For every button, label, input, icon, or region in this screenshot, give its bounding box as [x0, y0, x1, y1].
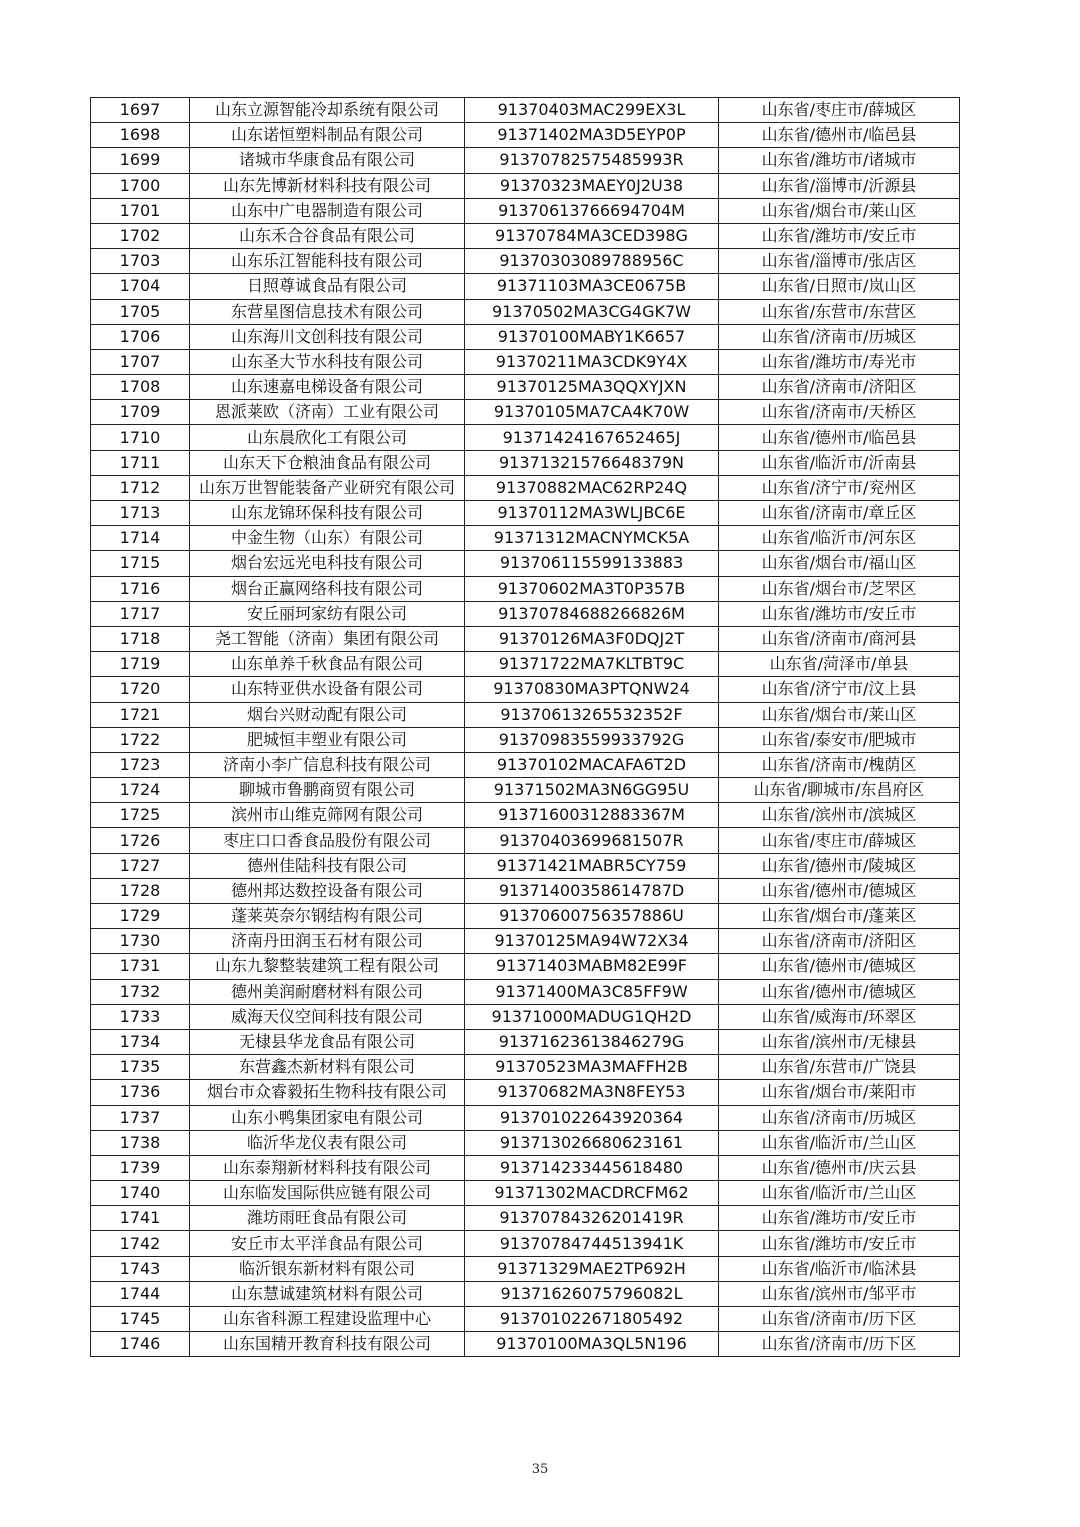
company-name-cell: 山东国精开教育科技有限公司 — [190, 1332, 465, 1357]
company-name-cell: 山东先博新材料科技有限公司 — [190, 173, 465, 198]
company-name-cell: 山东海川文创科技有限公司 — [190, 324, 465, 349]
region-cell: 山东省/德州市/临邑县 — [719, 425, 960, 450]
row-number-cell: 1728 — [91, 878, 190, 903]
row-number-cell: 1734 — [91, 1029, 190, 1054]
region-cell: 山东省/济南市/历下区 — [719, 1332, 960, 1357]
company-name-cell: 山东速嘉电梯设备有限公司 — [190, 375, 465, 400]
credit-code-cell: 91370682MA3N8FEY53 — [465, 1080, 719, 1105]
credit-code-cell: 91370784326201419R — [465, 1206, 719, 1231]
region-cell: 山东省/济南市/章丘区 — [719, 501, 960, 526]
company-registry-table — [90, 97, 960, 1357]
row-number-cell: 1726 — [91, 828, 190, 853]
credit-code-cell: 91370112MA3WLJBC6E — [465, 501, 719, 526]
table-row — [91, 450, 960, 475]
row-number-cell: 1732 — [91, 979, 190, 1004]
region-cell: 山东省/德州市/德城区 — [719, 954, 960, 979]
table-row — [91, 98, 960, 123]
region-cell: 山东省/德州市/临邑县 — [719, 123, 960, 148]
credit-code-cell: 913701022671805492 — [465, 1307, 719, 1332]
table-row — [91, 375, 960, 400]
table-row — [91, 299, 960, 324]
credit-code-cell: 91370784MA3CED398G — [465, 223, 719, 248]
credit-code-cell: 91370784744513941K — [465, 1231, 719, 1256]
credit-code-cell: 91371402MA3D5EYP0P — [465, 123, 719, 148]
region-cell: 山东省/德州市/庆云县 — [719, 1155, 960, 1180]
credit-code-cell: 91370830MA3PTQNW24 — [465, 677, 719, 702]
company-name-cell: 烟台兴财动配有限公司 — [190, 702, 465, 727]
row-number-cell: 1709 — [91, 400, 190, 425]
credit-code-cell: 91370303089788956C — [465, 249, 719, 274]
row-number-cell: 1707 — [91, 349, 190, 374]
region-cell: 山东省/济南市/天桥区 — [719, 400, 960, 425]
row-number-cell: 1733 — [91, 1004, 190, 1029]
region-cell: 山东省/济南市/历下区 — [719, 1307, 960, 1332]
credit-code-cell: 91371403MABM82E99F — [465, 954, 719, 979]
table-row — [91, 652, 960, 677]
row-number-cell: 1746 — [91, 1332, 190, 1357]
company-name-cell: 山东泰翔新材料科技有限公司 — [190, 1155, 465, 1180]
region-cell: 山东省/烟台市/莱山区 — [719, 198, 960, 223]
region-cell: 山东省/滨州市/滨城区 — [719, 803, 960, 828]
row-number-cell: 1739 — [91, 1155, 190, 1180]
credit-code-cell: 91370211MA3CDK9Y4X — [465, 349, 719, 374]
row-number-cell: 1720 — [91, 677, 190, 702]
credit-code-cell: 91371103MA3CE0675B — [465, 274, 719, 299]
company-name-cell: 安丘丽珂家纺有限公司 — [190, 601, 465, 626]
row-number-cell: 1717 — [91, 601, 190, 626]
table-row — [91, 727, 960, 752]
company-name-cell: 德州佳陆科技有限公司 — [190, 853, 465, 878]
table-row — [91, 929, 960, 954]
region-cell: 山东省/济南市/历城区 — [719, 1105, 960, 1130]
credit-code-cell: 91370102MACAFA6T2D — [465, 752, 719, 777]
table-row — [91, 1130, 960, 1155]
credit-code-cell: 91371321576648379N — [465, 450, 719, 475]
company-name-cell: 威海天仪空间科技有限公司 — [190, 1004, 465, 1029]
company-name-cell: 无棣县华龙食品有限公司 — [190, 1029, 465, 1054]
company-name-cell: 山东慧诚建筑材料有限公司 — [190, 1281, 465, 1306]
row-number-cell: 1708 — [91, 375, 190, 400]
company-name-cell: 肥城恒丰塑业有限公司 — [190, 727, 465, 752]
region-cell: 山东省/聊城市/东昌府区 — [719, 778, 960, 803]
table-row — [91, 349, 960, 374]
region-cell: 山东省/烟台市/芝罘区 — [719, 576, 960, 601]
company-name-cell: 山东临发国际供应链有限公司 — [190, 1181, 465, 1206]
table-row — [91, 1055, 960, 1080]
credit-code-cell: 91370613265532352F — [465, 702, 719, 727]
region-cell: 山东省/临沂市/临沭县 — [719, 1256, 960, 1281]
company-name-cell: 济南丹田润玉石材有限公司 — [190, 929, 465, 954]
row-number-cell: 1730 — [91, 929, 190, 954]
region-cell: 山东省/潍坊市/安丘市 — [719, 223, 960, 248]
region-cell: 山东省/临沂市/河东区 — [719, 526, 960, 551]
company-name-cell: 山东圣大节水科技有限公司 — [190, 349, 465, 374]
region-cell: 山东省/德州市/德城区 — [719, 979, 960, 1004]
row-number-cell: 1724 — [91, 778, 190, 803]
credit-code-cell: 91370403699681507R — [465, 828, 719, 853]
row-number-cell: 1737 — [91, 1105, 190, 1130]
credit-code-cell: 91371000MADUG1QH2D — [465, 1004, 719, 1029]
table-row — [91, 677, 960, 702]
table-row — [91, 425, 960, 450]
credit-code-cell: 91371302MACDRCFM62 — [465, 1181, 719, 1206]
region-cell: 山东省/临沂市/兰山区 — [719, 1130, 960, 1155]
company-name-cell: 东营鑫杰新材料有限公司 — [190, 1055, 465, 1080]
region-cell: 山东省/德州市/德城区 — [719, 878, 960, 903]
region-cell: 山东省/泰安市/肥城市 — [719, 727, 960, 752]
table-row — [91, 878, 960, 903]
credit-code-cell: 91370105MA7CA4K70W — [465, 400, 719, 425]
company-name-cell: 山东天下仓粮油食品有限公司 — [190, 450, 465, 475]
region-cell: 山东省/潍坊市/诸城市 — [719, 148, 960, 173]
table-row — [91, 249, 960, 274]
company-name-cell: 蓬莱英奈尔钢结构有限公司 — [190, 904, 465, 929]
credit-code-cell: 91370600756357886U — [465, 904, 719, 929]
company-name-cell: 山东中广电器制造有限公司 — [190, 198, 465, 223]
credit-code-cell: 91370502MA3CG4GK7W — [465, 299, 719, 324]
row-number-cell: 1698 — [91, 123, 190, 148]
region-cell: 山东省/潍坊市/寿光市 — [719, 349, 960, 374]
table-row — [91, 828, 960, 853]
row-number-cell: 1723 — [91, 752, 190, 777]
table-row — [91, 274, 960, 299]
company-name-cell: 烟台市众睿毅拓生物科技有限公司 — [190, 1080, 465, 1105]
table-row — [91, 853, 960, 878]
company-name-cell: 中金生物（山东）有限公司 — [190, 526, 465, 551]
region-cell: 山东省/枣庄市/薛城区 — [719, 828, 960, 853]
table-row — [91, 626, 960, 651]
credit-code-cell: 91370611559913388З — [465, 551, 719, 576]
company-name-cell: 枣庄口口香食品股份有限公司 — [190, 828, 465, 853]
region-cell: 山东省/临沂市/兰山区 — [719, 1181, 960, 1206]
region-cell: 山东省/烟台市/福山区 — [719, 551, 960, 576]
row-number-cell: 1705 — [91, 299, 190, 324]
row-number-cell: 1701 — [91, 198, 190, 223]
region-cell: 山东省/济南市/济阳区 — [719, 929, 960, 954]
row-number-cell: 1741 — [91, 1206, 190, 1231]
region-cell: 山东省/济南市/商河县 — [719, 626, 960, 651]
company-name-cell: 山东特亚供水设备有限公司 — [190, 677, 465, 702]
table-row — [91, 324, 960, 349]
credit-code-cell: 91370602MA3T0P357B — [465, 576, 719, 601]
credit-code-cell: 91370125MA3QQXYJXN — [465, 375, 719, 400]
credit-code-cell: 91371421MABR5CY759 — [465, 853, 719, 878]
table-row — [91, 702, 960, 727]
table-row — [91, 803, 960, 828]
row-number-cell: 1697 — [91, 98, 190, 123]
credit-code-cell: 91371424167652465J — [465, 425, 719, 450]
region-cell: 山东省/烟台市/莱山区 — [719, 702, 960, 727]
credit-code-cell: 91370882MAC62RP24Q — [465, 475, 719, 500]
credit-code-cell: 91371312MACNYMCK5A — [465, 526, 719, 551]
row-number-cell: 1718 — [91, 626, 190, 651]
credit-code-cell: 91371626075796082L — [465, 1281, 719, 1306]
company-name-cell: 山东单养千秋食品有限公司 — [190, 652, 465, 677]
row-number-cell: 1704 — [91, 274, 190, 299]
credit-code-cell: 91371623613846279G — [465, 1029, 719, 1054]
company-name-cell: 临沂银东新材料有限公司 — [190, 1256, 465, 1281]
company-name-cell: 济南小李广信息科技有限公司 — [190, 752, 465, 777]
credit-code-cell: 91370613766694704M — [465, 198, 719, 223]
credit-code-cell: 91371400358614787D — [465, 878, 719, 903]
row-number-cell: 1721 — [91, 702, 190, 727]
credit-code-cell: 91370126MA3F0DQJ2T — [465, 626, 719, 651]
credit-code-cell: 91371329MAE2TP692H — [465, 1256, 719, 1281]
credit-code-cell: 913701022643920364 — [465, 1105, 719, 1130]
row-number-cell: 1744 — [91, 1281, 190, 1306]
company-name-cell: 山东九黎整装建筑工程有限公司 — [190, 954, 465, 979]
company-name-cell: 日照尊诚食品有限公司 — [190, 274, 465, 299]
table-row — [91, 1206, 960, 1231]
table-row — [91, 173, 960, 198]
table-row — [91, 198, 960, 223]
company-name-cell: 山东万世智能装备产业研究有限公司 — [190, 475, 465, 500]
company-name-cell: 德州邦达数控设备有限公司 — [190, 878, 465, 903]
company-name-cell: 山东晨欣化工有限公司 — [190, 425, 465, 450]
region-cell: 山东省/烟台市/蓬莱区 — [719, 904, 960, 929]
table-row — [91, 954, 960, 979]
region-cell: 山东省/临沂市/沂南县 — [719, 450, 960, 475]
table-row — [91, 904, 960, 929]
row-number-cell: 1729 — [91, 904, 190, 929]
row-number-cell: 1703 — [91, 249, 190, 274]
table-row — [91, 148, 960, 173]
credit-code-cell: 91371722MA7KLTBT9C — [465, 652, 719, 677]
company-name-cell: 山东立源智能冷却系统有限公司 — [190, 98, 465, 123]
table-row — [91, 1231, 960, 1256]
region-cell: 山东省/济南市/济阳区 — [719, 375, 960, 400]
row-number-cell: 1735 — [91, 1055, 190, 1080]
region-cell: 山东省/滨州市/邹平市 — [719, 1281, 960, 1306]
row-number-cell: 1715 — [91, 551, 190, 576]
company-name-cell: 东营星图信息技术有限公司 — [190, 299, 465, 324]
company-name-cell: 尧工智能（济南）集团有限公司 — [190, 626, 465, 651]
table-row — [91, 123, 960, 148]
table-row — [91, 1281, 960, 1306]
page-number: 35 — [531, 1462, 549, 1477]
company-name-cell: 临沂华龙仪表有限公司 — [190, 1130, 465, 1155]
region-cell: 山东省/淄博市/沂源县 — [719, 173, 960, 198]
row-number-cell: 1700 — [91, 173, 190, 198]
row-number-cell: 1714 — [91, 526, 190, 551]
table-row — [91, 501, 960, 526]
table-body — [91, 98, 960, 1357]
table-row — [91, 1332, 960, 1357]
region-cell: 山东省/滨州市/无棣县 — [719, 1029, 960, 1054]
credit-code-cell: 913713026680623161 — [465, 1130, 719, 1155]
row-number-cell: 1736 — [91, 1080, 190, 1105]
table-row — [91, 1029, 960, 1054]
table-row — [91, 1155, 960, 1180]
region-cell: 山东省/潍坊市/安丘市 — [719, 1231, 960, 1256]
table-row — [91, 778, 960, 803]
table-row — [91, 752, 960, 777]
credit-code-cell: 91371400MA3C85FF9W — [465, 979, 719, 1004]
credit-code-cell: 91370784688266826M — [465, 601, 719, 626]
region-cell: 山东省/德州市/陵城区 — [719, 853, 960, 878]
company-name-cell: 山东小鸭集团家电有限公司 — [190, 1105, 465, 1130]
credit-code-cell: 91371502MA3N6GG95U — [465, 778, 719, 803]
region-cell: 山东省/淄博市/张店区 — [719, 249, 960, 274]
region-cell: 山东省/东营市/东营区 — [719, 299, 960, 324]
credit-code-cell: 91371600312883367M — [465, 803, 719, 828]
table-row — [91, 1105, 960, 1130]
row-number-cell: 1722 — [91, 727, 190, 752]
credit-code-cell: 91370125MA94W72X34 — [465, 929, 719, 954]
credit-code-cell: 91370523MA3MAFFH2B — [465, 1055, 719, 1080]
row-number-cell: 1706 — [91, 324, 190, 349]
row-number-cell: 1731 — [91, 954, 190, 979]
table-row — [91, 576, 960, 601]
company-name-cell: 山东诺恒塑料制品有限公司 — [190, 123, 465, 148]
region-cell: 山东省/烟台市/莱阳市 — [719, 1080, 960, 1105]
company-name-cell: 烟台宏远光电科技有限公司 — [190, 551, 465, 576]
credit-code-cell: 91370100MABY1K6657 — [465, 324, 719, 349]
row-number-cell: 1727 — [91, 853, 190, 878]
row-number-cell: 1742 — [91, 1231, 190, 1256]
row-number-cell: 1699 — [91, 148, 190, 173]
row-number-cell: 1711 — [91, 450, 190, 475]
row-number-cell: 1725 — [91, 803, 190, 828]
region-cell: 山东省/济宁市/汶上县 — [719, 677, 960, 702]
region-cell: 山东省/潍坊市/安丘市 — [719, 601, 960, 626]
region-cell: 山东省/威海市/环翠区 — [719, 1004, 960, 1029]
table-row — [91, 400, 960, 425]
row-number-cell: 1702 — [91, 223, 190, 248]
company-name-cell: 山东禾合谷食品有限公司 — [190, 223, 465, 248]
table-row — [91, 475, 960, 500]
table-row — [91, 1004, 960, 1029]
region-cell: 山东省/菏泽市/单县 — [719, 652, 960, 677]
company-name-cell: 诸城市华康食品有限公司 — [190, 148, 465, 173]
credit-code-cell: 91370983559933792G — [465, 727, 719, 752]
row-number-cell: 1743 — [91, 1256, 190, 1281]
company-name-cell: 山东龙锦环保科技有限公司 — [190, 501, 465, 526]
region-cell: 山东省/济宁市/兖州区 — [719, 475, 960, 500]
row-number-cell: 1712 — [91, 475, 190, 500]
region-cell: 山东省/济南市/槐荫区 — [719, 752, 960, 777]
company-name-cell: 德州美润耐磨材料有限公司 — [190, 979, 465, 1004]
table-row — [91, 1080, 960, 1105]
credit-code-cell: 91370782575485993R — [465, 148, 719, 173]
row-number-cell: 1719 — [91, 652, 190, 677]
table-row — [91, 979, 960, 1004]
company-name-cell: 潍坊雨旺食品有限公司 — [190, 1206, 465, 1231]
row-number-cell: 1716 — [91, 576, 190, 601]
company-name-cell: 烟台正赢网络科技有限公司 — [190, 576, 465, 601]
table-row — [91, 1181, 960, 1206]
row-number-cell: 1740 — [91, 1181, 190, 1206]
region-cell: 山东省/潍坊市/安丘市 — [719, 1206, 960, 1231]
company-name-cell: 恩派莱欧（济南）工业有限公司 — [190, 400, 465, 425]
table-row — [91, 551, 960, 576]
table-row — [91, 1307, 960, 1332]
credit-code-cell: 91370403MAC299EX3L — [465, 98, 719, 123]
table-row — [91, 1256, 960, 1281]
region-cell: 山东省/济南市/历城区 — [719, 324, 960, 349]
table-row — [91, 223, 960, 248]
credit-code-cell: 91370323MAEY0J2U38 — [465, 173, 719, 198]
row-number-cell: 1710 — [91, 425, 190, 450]
company-name-cell: 山东省科源工程建设监理中心 — [190, 1307, 465, 1332]
row-number-cell: 1745 — [91, 1307, 190, 1332]
region-cell: 山东省/东营市/广饶县 — [719, 1055, 960, 1080]
region-cell: 山东省/枣庄市/薛城区 — [719, 98, 960, 123]
company-name-cell: 安丘市太平洋食品有限公司 — [190, 1231, 465, 1256]
credit-code-cell: 91370100MA3QL5N196 — [465, 1332, 719, 1357]
company-name-cell: 山东乐江智能科技有限公司 — [190, 249, 465, 274]
company-name-cell: 聊城市鲁鹏商贸有限公司 — [190, 778, 465, 803]
row-number-cell: 1713 — [91, 501, 190, 526]
company-name-cell: 滨州市山维克筛网有限公司 — [190, 803, 465, 828]
region-cell: 山东省/日照市/岚山区 — [719, 274, 960, 299]
credit-code-cell: 913714233445618480 — [465, 1155, 719, 1180]
table-row — [91, 526, 960, 551]
table-row — [91, 601, 960, 626]
row-number-cell: 1738 — [91, 1130, 190, 1155]
